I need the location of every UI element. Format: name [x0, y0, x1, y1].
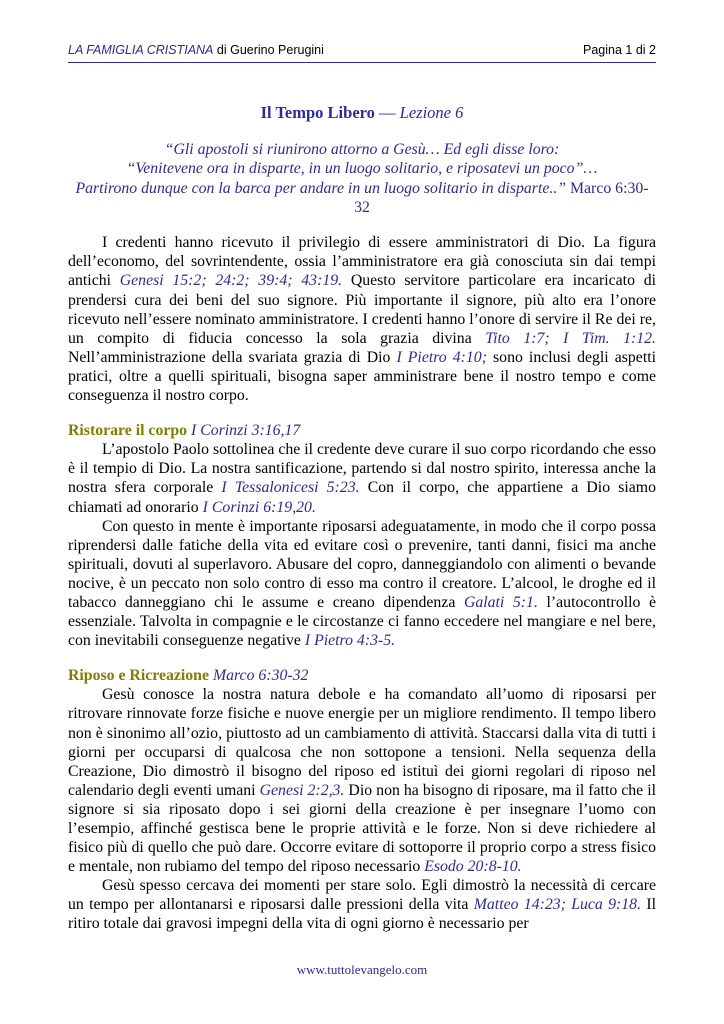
s2p1-text-1: Gesù conosce la nostra natura debole e ha comandato all’uomo di riposarsi per ritrovare rinnovate forze fisiche e nuove energie per un migliore rendimento. Il tempo libero non è sinonimo all’ozio, piuttosto ad un cambiamento di attività. Staccarsi dalla vita di tutti i giorni per occuparsi di qualcosa che non sottopone a tensioni. Nella sequenza della Creazione, Dio dimostrò il bisogno del riposo ed istituì dei giorni regolari di riposo nel calendario degli eventi umani: [68, 686, 656, 799]
section2-paragraph-2: [68, 876, 656, 933]
quote-reference: Marco 6:30-32: [354, 179, 649, 216]
intro-paragraph: [68, 233, 656, 405]
title-dash: —: [379, 103, 396, 122]
opening-quote: [68, 140, 656, 217]
s2p2-text-1: Gesù spesso cercava dei momenti per stare solo. Egli dimostrò la necessità di cercare un tempo per allontanarsi e riposarsi dalle pressioni della vita: [68, 877, 656, 914]
s1p2-ref-2: I Pietro 4:3-5.: [304, 632, 396, 650]
intro-ref-1: Genesi 15:2; 24:2; 39:4; 43:19.: [119, 272, 343, 290]
section2-heading-text: Riposo e Ricreazione: [68, 667, 209, 685]
section1-heading-ref: I Corinzi 3:16,17: [191, 422, 301, 440]
s1p1-ref-2: I Corinzi 6:19,20.: [202, 498, 316, 516]
s2p1-text-2: Dio non ha bisogno di riposare, ma il fatto che il signore si sia riposato dopo i sei giorni della creazione è per insegnare l’uomo con l’esempio, affinché gestisca bene le proprie attività e le forze. Non si deve richiedere al fisico più di quello che può dare. Occorre evitare di sottoporre il proprio corpo a stress fisico e mentale, non rubiamo del tempo del riposo necessario: [68, 781, 657, 876]
s1p2-text-2: l’autocontrollo è essenziale. Talvolta in compagnie e le circostanze ci fanno eccedere nel mangiare e nel bere, con inevitabili conseguenze negative: [68, 593, 657, 650]
section1-heading-text: Ristorare il corpo: [68, 422, 188, 440]
header-left: [68, 43, 324, 57]
intro-text-2: Questo servitore particolare era incaricato di prendersi cura dei beni del suo signore. Più importante il signore, più alto era l’onore ricevuto nell’essere nominato amministratore. I credenti hanno l’onore di servire il Re dei re, un compito di fiducia concesso la sola grazia divina: [68, 272, 657, 347]
intro-ref-3: I Pietro 4:10;: [396, 348, 487, 366]
title-lesson: Lezione 6: [399, 103, 464, 122]
section-heading-riposo: [68, 666, 656, 685]
quote-line-2: “Venitevene ora in disparte, in un luogo solitario, e riposatevi un poco”…: [126, 160, 598, 178]
quote-line-3: Partirono dunque con la barca per andare in un luogo solitario in disparte..”: [75, 179, 567, 197]
header-doc-title: LA FAMIGLIA CRISTIANA: [68, 43, 214, 57]
quote-line-3-wrap: [75, 180, 648, 216]
section1-paragraph-1: [68, 440, 656, 516]
header-divider: [68, 62, 656, 63]
s2p1-ref-2: Esodo 20:8-10.: [424, 858, 522, 876]
intro-text-1: I credenti hanno ricevuto il privilegio di essere amministratori di Dio. La figura dell’economo, del sovrintendente, ossia l’amministratore era già conosciuta sin dai tempi antichi: [68, 234, 656, 290]
intro-text-4: sono inclusi degli aspetti pratici, oltre a quelli spirituali, bisogna saper amministrare bene il nostro tempo e come conseguenza il nostro corpo.: [68, 348, 656, 405]
s1p1-text-1: L’apostolo Paolo sottolinea che il credente deve curare il suo corpo ricordando che esso è il tempio di Dio. La nostra santificazione, partendo si dal nostro spirito, interessa anche la nostra sfera corporale: [68, 441, 656, 497]
s2p2-ref-1: Matteo 14:23; Luca 9:18.: [473, 896, 642, 914]
header-page-number: Pagina 1 di 2: [583, 43, 656, 57]
quote-line-1: “Gli apostoli si riunirono attorno a Gesù… Ed egli disse loro:: [164, 141, 560, 159]
intro-ref-2: Tito 1:7; I Tim. 1:12.: [485, 329, 656, 347]
lesson-title: [68, 103, 656, 122]
s2p2-text-2: Il ritiro totale dai gravosi impegni della vita di ogni giorno è necessario per: [68, 896, 656, 933]
s1p2-text-1: Con questo in mente è importante riposarsi adeguatamente, in modo che il corpo possa riprendersi dalle fatiche della vita ed evitare così o prevenire, tanti danni, fisici ma anche spirituali, dovuti al superlavoro. Abusare del copro, danneggiandolo con alimenti o bevande nocive, è un peccato non solo contro di esso ma contro il creatore. L’alcool, le droghe ed il tabacco danneggiano chi le assume e creano dipendenza: [68, 517, 656, 611]
s1p2-ref-1: Galati 5:1.: [463, 593, 538, 611]
s1p1-text-2: Con il corpo, che appartiene a Dio siamo chiamati ad onorario: [68, 479, 656, 516]
section-heading-ristorare: [68, 421, 656, 440]
section1-paragraph-2: [68, 517, 656, 651]
s1p1-ref-1: I Tessalonicesi 5:23.: [221, 479, 360, 497]
s2p1-ref-1: Genesi 2:2,3.: [259, 781, 345, 799]
title-main: Il Tempo Libero: [260, 103, 375, 122]
footer-website-link[interactable]: www.tuttolevangelo.com: [296, 962, 428, 977]
header-author: di Guerino Perugini: [216, 43, 324, 57]
section2-heading-ref: Marco 6:30-32: [212, 667, 309, 685]
intro-text-3: Nell’amministrazione della svariata grazia di Dio: [68, 348, 397, 366]
section2-paragraph-1: [68, 685, 656, 876]
page-header: [68, 41, 656, 61]
document-body: [68, 103, 656, 934]
